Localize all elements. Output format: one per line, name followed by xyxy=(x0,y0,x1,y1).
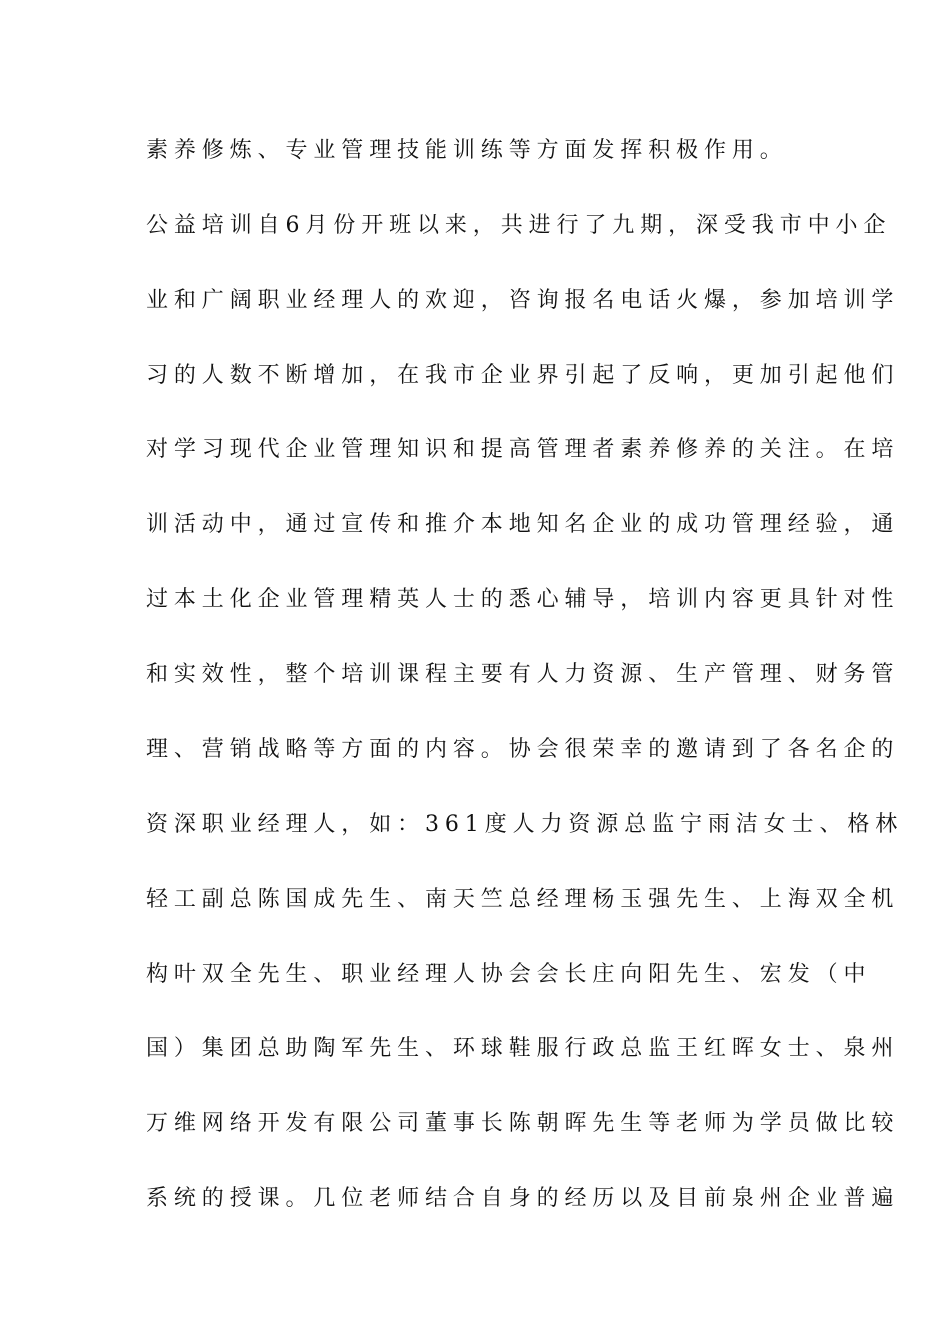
text-line: 对学习现代企业管理知识和提高管理者素养修养的关注。在培 xyxy=(146,437,900,462)
text-line: 国）集团总助陶军先生、环球鞋服行政总监王红晖女士、泉州 xyxy=(146,1036,900,1061)
text-line: 构叶双全先生、职业经理人协会会长庄向阳先生、宏发（中 xyxy=(146,962,872,987)
text-line: 系统的授课。几位老师结合自身的经历以及目前泉州企业普遍 xyxy=(146,1186,900,1211)
text-line: 资深职业经理人，如：361度人力资源总监宁雨洁女士、格林 xyxy=(146,812,904,837)
text-line: 和实效性，整个培训课程主要有人力资源、生产管理、财务管 xyxy=(146,662,900,687)
text-line: 业和广阔职业经理人的欢迎，咨询报名电话火爆，参加培训学 xyxy=(146,288,900,313)
text-line: 过本土化企业管理精英人士的悉心辅导，培训内容更具针对性 xyxy=(146,587,900,612)
text-line: 万维网络开发有限公司董事长陈朝晖先生等老师为学员做比较 xyxy=(146,1111,900,1136)
text-line: 公益培训自6月份开班以来，共进行了九期，深受我市中小企 xyxy=(146,213,892,238)
text-line: 习的人数不断增加，在我市企业界引起了反响，更加引起他们 xyxy=(146,363,900,388)
text-line: 素养修炼、专业管理技能训练等方面发挥积极作用。 xyxy=(146,138,788,163)
text-line: 训活动中，通过宣传和推介本地知名企业的成功管理经验，通 xyxy=(146,512,900,537)
text-line: 理、营销战略等方面的内容。协会很荣幸的邀请到了各名企的 xyxy=(146,737,900,762)
text-line: 轻工副总陈国成先生、南天竺总经理杨玉强先生、上海双全机 xyxy=(146,887,900,912)
